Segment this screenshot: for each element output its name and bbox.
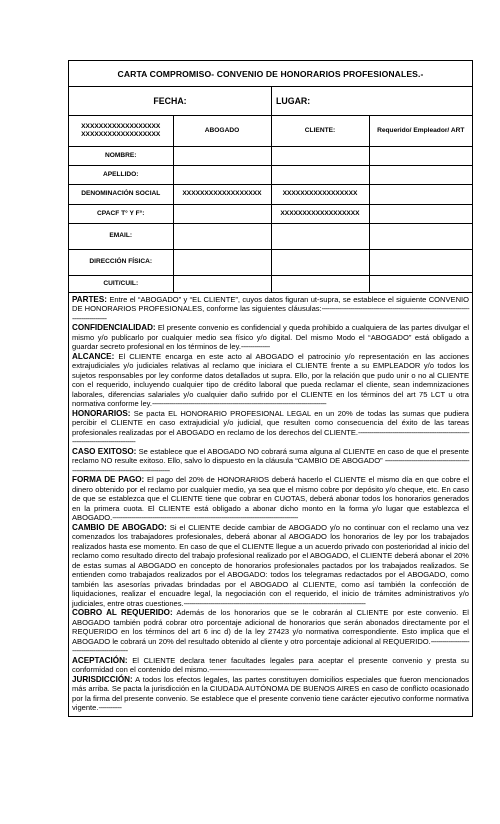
clause-heading: CONFIDENCIALIDAD: <box>72 323 156 332</box>
requerido-cell <box>369 249 472 275</box>
clause-heading: FORMA DE PAGO: <box>72 475 145 484</box>
table-row <box>69 275 472 292</box>
clause-filler: --------------------------------------------------------- <box>209 665 319 674</box>
clause-cobro-al-requerido <box>72 608 469 656</box>
clause-filler: ------------------------------------------------------------------------------------------------- <box>112 513 298 522</box>
clause-heading: ACEPTACIÓN: <box>72 655 128 665</box>
clause-text: El pago del 20% de HONORARIOS deberá hacerlo el CLIENTE el mismo día en que cobre el dinero obtenido por el reclamo por cualquier medio, ya sea que el mismo cobre por depósito y/o cheque, etc. En caso de que se establezca que el CLIENTE tiene que cobrar en CUOTAS, deberá abonar todos los honorarios generados en la primera cuota. El CLIENTE está obligado a abonar dicho monto en la forma y/o lugar que establezca el ABOGADO. <box>72 475 469 522</box>
row-label: EMAIL: <box>69 223 173 249</box>
requerido-cell <box>369 223 472 249</box>
document-title: CARTA COMPROMISO- CONVENIO DE HONORARIOS PROFESIONALES.- <box>69 61 472 87</box>
clause-confidencialidad <box>72 323 469 352</box>
clause-text: El CLIENTE declara tener facultades legales para aceptar el presente convenio y presta su conformidad con el contenido del mismo. <box>72 655 469 674</box>
clause-heading: CASO EXITOSO: <box>72 446 137 456</box>
abogado-cell <box>173 165 271 184</box>
clause-text: Entre el “ABOGADO” y “EL CLIENTE”, cuyos datos figuran ut-supra, se establece el siguiente CONVENIO DE HONORARIOS PROFESIONALES, conforme las siguientes cláusulas: <box>72 294 469 313</box>
header-placeholder-cell: XXXXXXXXXXXXXXXXXX XXXXXXXXXXXXXXXXXX <box>69 116 173 146</box>
cliente-cell <box>271 275 369 292</box>
date-label: FECHA: <box>153 96 187 106</box>
row-label: CUIT/CUIL: <box>69 275 173 292</box>
clause-text: El presente convenio es confidencial y queda prohibido a cualquiera de las partes divulgar el mismo y/o publicarlo por cualquier medio sea físico y/o digital. Del mismo Modo el “ABOGADO” está obligado a guardar secreto profesional en los términos de ley. <box>72 323 469 351</box>
place-label: LUGAR: <box>271 87 472 115</box>
clause-filler: ------------------------------------------------------------------------------------------- <box>72 427 469 446</box>
cliente-cell <box>271 249 369 275</box>
row-label: DENOMINACIÓN SOCIAL <box>69 184 173 204</box>
clause-filler: --------------- <box>240 342 270 351</box>
cliente-cell <box>271 223 369 249</box>
cliente-cell <box>271 146 369 165</box>
requerido-cell <box>369 204 472 223</box>
table-row <box>69 146 472 165</box>
clause-filler: ------------ <box>98 703 122 712</box>
date-place-row <box>69 87 472 116</box>
header-cliente-cell: CLIENTE: <box>271 116 369 146</box>
clause-heading: HONORARIOS: <box>72 408 131 418</box>
clause-honorarios <box>72 409 469 447</box>
clause-filler: ------------------------------------------------- <box>72 636 469 655</box>
clause-heading: JURISDICCIÓN: <box>72 674 133 684</box>
header-requerido-cell: Requerido/ Empleador/ ART <box>369 116 472 146</box>
cliente-cell: XXXXXXXXXXXXXXXXX <box>271 184 369 204</box>
clause-aceptacion <box>72 656 469 675</box>
abogado-cell <box>173 146 271 165</box>
clause-partes <box>72 295 469 324</box>
contract-document <box>68 60 473 717</box>
table-row <box>69 204 472 223</box>
clause-text: Además de los honorarios que se le cobrarán al CLIENTE por este convenio. El ABOGADO también podrá cobrar otro porcentaje adicional de honorarios que serán abonados directamente por el REQUERIDO en los términos del art 6 inc d) de la ley 27423 y/o normativa correspondiente. Esto implica que el ABOGADO le cobrará un 20% del resultado obtenido al cliente y otro porcentaje adicional al REQUERIDO. <box>72 608 469 646</box>
table-header-row <box>69 116 472 146</box>
clause-text: Se pacta EL HONORARIO PROFESIONAL LEGAL en un 20% de todas las sumas que pudiera percibir el CLIENTE en caso extrajudicial y/o judicial, que resulten como consecuencia del éxito de las tareas profesionales realizadas por el ABOGADO en reclamo de los derechos del CLIENTE. <box>72 408 469 437</box>
clause-filler: ----------------------------------------------------------------------------------------------- <box>72 304 469 323</box>
abogado-cell <box>173 275 271 292</box>
clause-text: Se establece que el ABOGADO NO cobrará suma alguna al CLIENTE en caso de que el presente reclamo NO resulte exitoso. Ello, salvo lo dispuesto en la cláusula “CAMBIO DE ABOGADO” <box>72 446 469 465</box>
clause-text: El CLIENTE encarga en este acto al ABOGADO el patrocinio y/o representación en las acciones extrajudiciales y/o judiciales relativas al reclamo que iniciara el CLIENTE frente a su EMPLEADOR y/o todos los sujetos responsables por ley conforme datos detallados ut supra. Ello, por la relación que pudo unir o no al CLIENTE con el requerido, incluyendo cualquier tipo de crédito laboral que pueda reclamar el cliente, sean indemnizaciones laborales, diferencias salariales y/o cualquier daño sufrido por el CLIENTE en los términos del art 75 LCT u otra normativa conforme ley. <box>72 351 469 408</box>
row-label: NOMBRE: <box>69 146 173 165</box>
cliente-cell <box>271 165 369 184</box>
requerido-cell <box>369 184 472 204</box>
clause-heading: COBRO AL REQUERIDO: <box>72 608 173 617</box>
cliente-cell: XXXXXXXXXXXXXXXXXX <box>271 204 369 223</box>
requerido-cell <box>369 146 472 165</box>
requerido-cell <box>369 165 472 184</box>
clause-forma-de-pago <box>72 475 469 523</box>
table-row <box>69 184 472 204</box>
abogado-cell: XXXXXXXXXXXXXXXXXX <box>173 184 271 204</box>
abogado-cell <box>173 204 271 223</box>
table-row <box>69 249 472 275</box>
row-label: CPACF T° Y F°: <box>69 204 173 223</box>
clause-text: Si el CLIENTE decide cambiar de ABOGADO y/o no continuar con el reclamo una vez comenzados los trabajadores profesionales, deberá abonar al ABOGADO los honorarios de ley por los trabajados realizados hasta ese momento. En caso de que el CLIENTE llegue a un acuerdo privado con posterioridad al inicio del reclamo como resultado directo del trabajo profesional realizado por el ABOGADO, el CLIENTE deberá abonar el 20% de estas sumas al ABOGADO en concepto de honorarios profesionales pactados por los trabajados realizados. Se entienden como trabajados realizados por el ABOGADO: todos los telegramas redactados por el ABOGADO, como también las asesorías privadas brindadas por el ABOGADO al CLIENTE, como así también la confección de liquidaciones, realizar el encuadre legal, la negociación con el requerido, el inicio de trámites administrativos y/o judiciales, entre otras cuestiones. <box>72 522 469 608</box>
clause-jurisdiccion <box>72 675 469 713</box>
clause-filler: ----------------------------------------------------------------------------------------------- <box>183 598 366 608</box>
clauses-body <box>69 293 472 716</box>
requerido-cell <box>369 275 472 292</box>
row-label: DIRECCIÓN FÍSICA: <box>69 249 173 275</box>
clause-filler: ----------------------------------------------------------------------------------------------- <box>72 456 469 475</box>
clause-alcance <box>72 352 469 409</box>
table-row <box>69 165 472 184</box>
clause-heading: CAMBIO DE ABOGADO: <box>72 522 167 532</box>
table-row <box>69 223 472 249</box>
clause-filler: ------------------------------------------------------------------------------------------- <box>151 399 327 408</box>
clause-text: A todos los efectos legales, las partes constituyen domicilios especiales que fueron mencionados más arriba. Se pacta la jurisdicción en la CIUDADA AUTÓNOMA DE BUENOS AIRES en caso de conflicto ocasionado por la firma del presente convenio. Se establece que el presente convenio tiene carácter ejecutivo conforme normativa vigente. <box>72 674 469 712</box>
header-abogado-cell: ABOGADO <box>173 116 271 146</box>
row-label: APELLIDO: <box>69 165 173 184</box>
abogado-cell <box>173 223 271 249</box>
clause-heading: PARTES: <box>72 294 107 304</box>
clause-caso-exitoso <box>72 447 469 476</box>
abogado-cell <box>173 249 271 275</box>
parties-table <box>69 116 472 293</box>
clause-cambio-de-abogado <box>72 523 469 609</box>
clause-heading: ALCANCE: <box>72 351 115 361</box>
